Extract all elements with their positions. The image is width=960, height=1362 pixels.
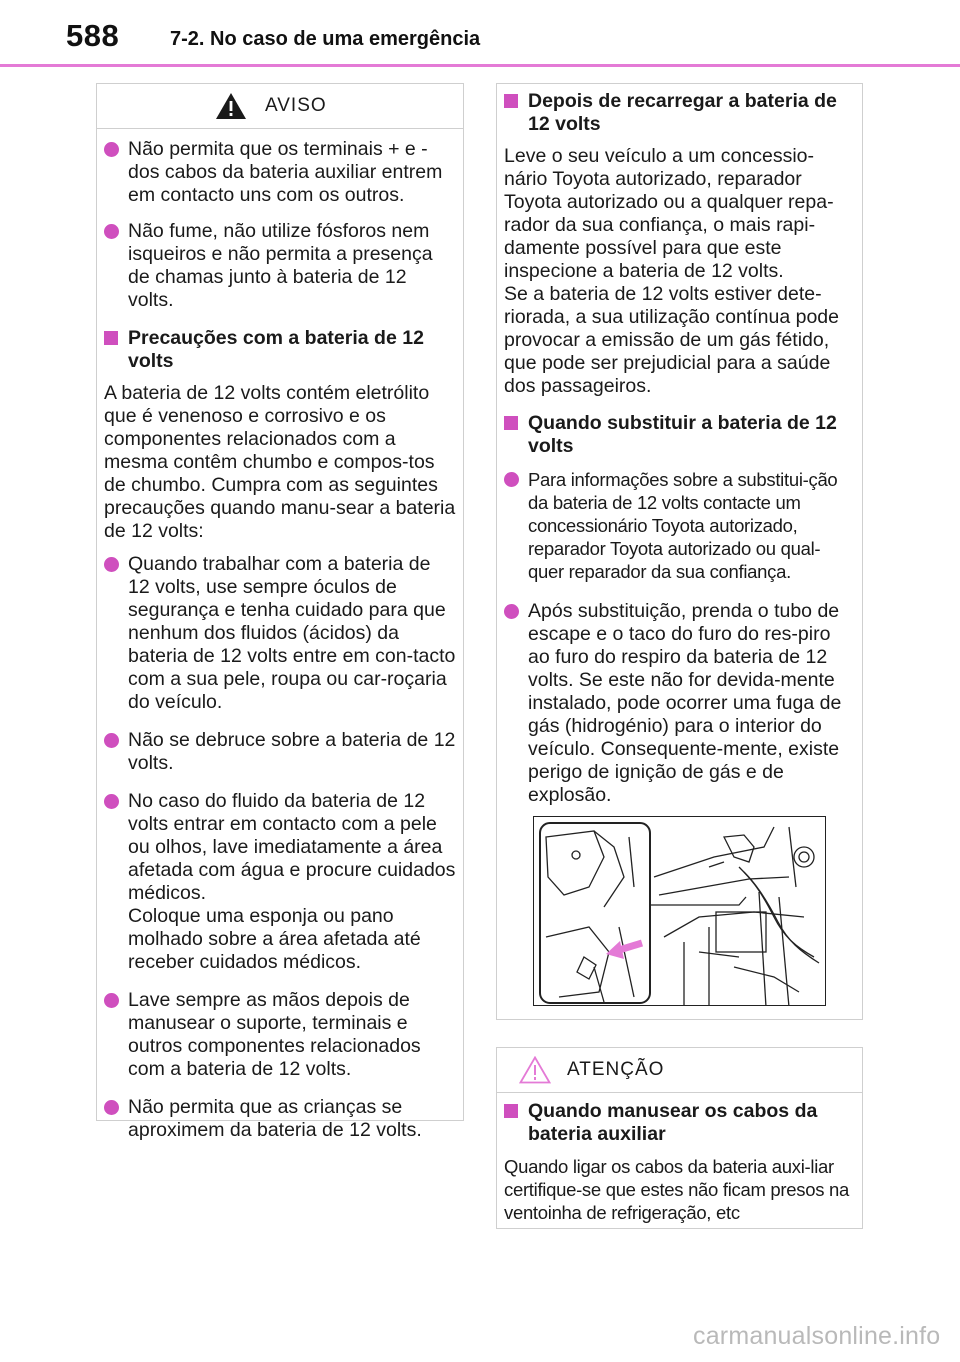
caution-box-title: ATENÇÃO [567, 1059, 665, 1080]
list-item [104, 138, 456, 207]
list-item [504, 468, 854, 583]
list-item [104, 790, 456, 974]
bullet-dot-icon [104, 993, 119, 1008]
subheading-text: Precauções com a bateria de 12 volts [128, 327, 424, 372]
list-item [104, 729, 456, 775]
subheading-text: Quando manusear os cabos da bateria auxiliar [528, 1100, 818, 1145]
bullet-dot-icon [104, 224, 119, 239]
list-item-text: Não permita que as crianças se aproximem da bateria de 12 volts. [128, 1096, 422, 1141]
subheading [104, 327, 456, 373]
list-item-text: Lave sempre as mãos depois de manusear o suporte, terminais e outros componentes relacionados com a bateria de 12 volts. [128, 989, 421, 1080]
warning-triangle-icon [215, 92, 247, 120]
list-item-text: Após substituição, prenda o tubo de escape e o taco do furo do res-piro ao furo do respiro da bateria de 12 volts. Se este não for devida-mente instalado, pode ocorrer uma fuga de gás (hidrogénio) para o interior do veículo. Consequente-mente, existe perigo de ignição de gás e de explosão. [528, 600, 842, 806]
section-title: 7-2. No caso de uma emergência [170, 28, 481, 50]
warning-box-continued-content [504, 90, 854, 807]
list-item-text: No caso do fluido da bateria de 12 volts entrar em contacto com a pele ou olhos, lave imediatamente a área afetada com água e procure cuidados médicos. [128, 790, 456, 904]
square-marker-icon [504, 1104, 518, 1118]
list-item-text: Quando trabalhar com a bateria de 12 volts, use sempre óculos de segurança e tenha cuidado para que nenhum dos fluidos (ácidos) da bateria de 12 volts entre em con-tacto com a sua pele, roupa ou car-roçaria do veículo. [128, 553, 456, 713]
list-item-text: Não permita que os terminais + e - dos cabos da bateria auxiliar entrem em contacto uns com os outros. [128, 138, 443, 206]
warning-box-title: AVISO [265, 95, 327, 116]
paragraph-extra: Se a bateria de 12 volts estiver dete-riorada, a sua utilização contínua pode provocar a emissão de um gás fétido, que pode ser prejudicial para a saúde dos passageiros. [504, 283, 839, 397]
watermark: carmanualsonline.info [693, 1322, 941, 1350]
square-marker-icon [104, 331, 118, 345]
bullet-dot-icon [104, 557, 119, 572]
paragraph: A bateria de 12 volts contém eletrólito que é venenoso e corrosivo e os componentes relacionados com a mesma contêm chumbo e compos-tos de chumbo. Cumpra com as seguintes precauções quando manu-sear a bateria de 12 volts: [104, 382, 456, 542]
warning-box [96, 83, 464, 1141]
bullet-dot-icon [104, 733, 119, 748]
caution-box-content [504, 1100, 854, 1224]
list-item-extra-text: Coloque uma esponja ou pano molhado sobre a área afetada até receber cuidados médicos. [128, 905, 421, 973]
square-marker-icon [504, 94, 518, 108]
bullet-dot-icon [504, 472, 519, 487]
warning-box-content [104, 138, 456, 1142]
paragraph: Leve o seu veículo a um concessio-nário Toyota autorizado, reparador Toyota autorizado ou a qualquer repa-rador da sua confiança, o mais rapi-damente possível para que este inspecione a bateria de 12 volts. [504, 145, 834, 282]
list-item-text: Para informações sobre a substitui-ção da bateria de 12 volts contacte um concessionário Toyota autorizado, reparador Toyota autorizado ou qual-quer reparador da sua confiança. [528, 469, 838, 582]
paragraph: Quando ligar os cabos da bateria auxi-liar certifique-se que estes não ficam presos na ventoinha de refrigeração, etc [504, 1156, 849, 1223]
bullet-dot-icon [104, 1100, 119, 1115]
page-header [0, 0, 960, 64]
list-item [104, 220, 456, 312]
warning-box-header [97, 84, 463, 129]
list-item [104, 989, 456, 1081]
square-marker-icon [504, 416, 518, 430]
list-item [104, 553, 456, 714]
battery-vent-illustration [533, 816, 826, 1006]
bullet-dot-icon [504, 604, 519, 619]
caution-box [496, 1047, 863, 1229]
subheading [504, 412, 854, 458]
subheading-text: Quando substituir a bateria de 12 volts [528, 412, 837, 457]
battery-vent-drawing [534, 817, 826, 1006]
list-item [104, 1096, 456, 1142]
list-item [504, 600, 854, 807]
list-item-text: Não fume, não utilize fósforos nem isqueiros e não permita a presença de chamas junto à bateria de 12 volts. [128, 220, 433, 311]
page-number: 588 [66, 18, 120, 53]
caution-triangle-icon [519, 1056, 551, 1084]
subheading [504, 1100, 854, 1146]
bullet-dot-icon [104, 794, 119, 809]
list-item-text: Não se debruce sobre a bateria de 12 volts. [128, 729, 456, 774]
subheading-text: Depois de recarregar a bateria de 12 volts [528, 90, 837, 135]
subheading [504, 90, 854, 136]
caution-box-header [497, 1048, 862, 1093]
bullet-dot-icon [104, 142, 119, 157]
header-rule [0, 64, 960, 67]
